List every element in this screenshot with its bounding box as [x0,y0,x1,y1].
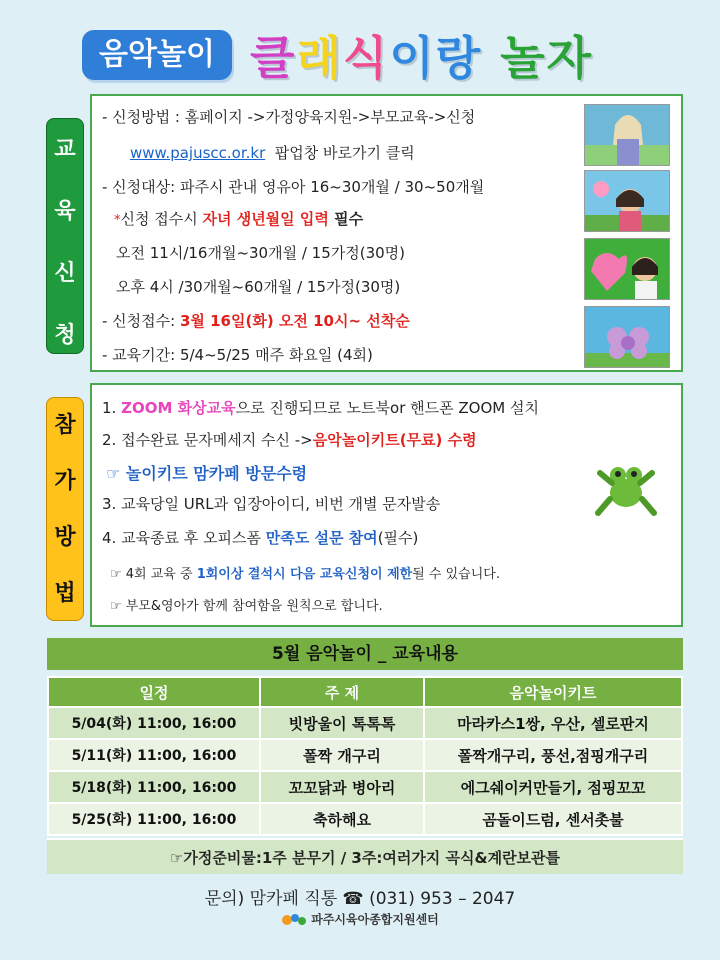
section-label-application [46,118,84,354]
edu-period: - 교육기간: 5/4~5/25 매주 화요일 (4회) [102,346,373,364]
table-row [48,739,682,771]
cell-date: 5/25(화) 11:00, 16:00 [48,803,260,835]
note-red: 자녀 생년월일 입력 [202,210,329,228]
title-main [250,22,593,88]
video-thumbnail [584,104,670,166]
url-suffix: 팝업창 바로가기 클릭 [274,144,415,162]
cell-kit: 마라카스1쌍, 우산, 셀로판지 [424,707,682,739]
receive-pre: - 신청접수: [102,312,180,330]
application-info-box [90,94,683,372]
step-4-post: (필수) [377,529,419,547]
label-char: 교 [54,137,76,162]
table-row [48,803,682,835]
step-1-pink: ZOOM 화상교육 [121,399,236,417]
title-part-4: 이랑 [389,31,483,85]
notice-absence-pre: ☞ 4회 교육 중 [110,567,197,582]
cell-kit: 에그쉐이커만들기, 점핑꼬꼬 [424,771,682,803]
label-char: 신 [54,261,76,286]
cell-kit: 폴짝개구리, 풍선,점핑개구리 [424,739,682,771]
step-1 [102,397,539,418]
title-part-5: 놀자 [482,31,594,85]
step-2b-pickup: ☞ 놀이키트 맘카페 방문수령 [106,464,308,483]
video-thumbnail [584,306,670,368]
step-2 [102,429,477,450]
section-label-participation [46,397,84,621]
note-pre: 신청 접수시 [120,210,203,228]
title-part-3: 식 [342,31,390,85]
schedule-title: 5월 음악놀이 _ 교육내용 [47,638,683,670]
participation-info-box [90,383,683,627]
cell-date: 5/04(화) 11:00, 16:00 [48,707,260,739]
cell-kit: 곰돌이드럼, 센서촛불 [424,803,682,835]
step-1-post: 으로 진행되므로 노트북or 핸드폰 ZOOM 설치 [235,399,539,417]
apply-note [114,208,363,229]
session-pm: 오후 4시 /30개월~60개월 / 15가정(30명) [116,278,401,296]
contact-info: 문의) 맘카페 직통 ☎ (031) 953 – 2047 [204,889,516,909]
title-part-1: 클 [250,31,297,85]
cell-date: 5/18(화) 11:00, 16:00 [48,771,260,803]
label-char: 참 [54,413,76,438]
step-2-red: 음악놀이키트(무료) 수령 [312,431,477,449]
table-row [48,771,682,803]
column-header: 음악놀이키트 [424,677,682,707]
step-4-pre: 4. 교육종료 후 오피스폼 [102,529,266,547]
org-footer [0,910,720,930]
apply-url-line [130,142,415,163]
home-preparation: ☞가정준비물:1주 분무기 / 3주:여러가지 곡식&계란보관틀 [47,838,683,874]
poster-title [82,22,682,92]
website-link[interactable]: www.pajuscc.or.kr [130,144,266,162]
org-logo-icon [281,910,307,930]
apply-receive [102,310,410,331]
cell-theme: 꼬꼬닭과 병아리 [260,771,424,803]
title-badge: 음악놀이 [82,30,232,80]
cell-date: 5/11(화) 11:00, 16:00 [48,739,260,771]
notice-absence-blue: 1회이상 결석시 다음 교육신청이 제한 [196,567,413,582]
cell-theme: 폴짝 개구리 [260,739,424,771]
column-header: 주 제 [260,677,424,707]
notice-absence [110,563,500,582]
table-row [48,707,682,739]
column-header: 일정 [48,677,260,707]
apply-target: - 신청대상: 파주시 관내 영유아 16~30개월 / 30~50개월 [102,178,485,196]
receive-red: 3월 16일(화) 오전 10시~ 선착순 [179,312,410,330]
org-name: 파주시육아종합지원센터 [311,912,439,927]
step-4-blue: 만족도 설문 참여 [265,529,378,547]
step-1-pre: 1. [102,399,122,417]
cell-theme: 빗방울이 톡톡톡 [260,707,424,739]
note-star: * [114,213,121,228]
step-3: 3. 교육당일 URL과 입장아이디, 비번 개별 문자발송 [102,495,441,513]
step-2-pre: 2. 접수완료 문자메세지 수신 -> [102,431,313,449]
session-am: 오전 11시/16개월~30개월 / 15가정(30명) [116,244,406,262]
apply-method: - 신청방법 : 홈페이지 ->가정양육지원->부모교육->신청 [102,108,476,126]
notice-absence-post: 될 수 있습니다. [412,567,500,582]
video-thumbnail [584,170,670,232]
label-char: 법 [54,581,76,606]
video-thumbnail [584,238,670,300]
schedule-table [47,676,683,836]
title-part-2: 래 [296,31,343,85]
cell-theme: 축하해요 [260,803,424,835]
table-header-row [48,677,682,707]
note-post: 필수 [328,210,364,228]
step-4 [102,527,418,548]
label-char: 가 [54,469,76,494]
label-char: 청 [54,323,76,348]
notice-together: ☞ 부모&영아가 함께 참여함을 원칙으로 합니다. [110,599,383,614]
frog-illustration [592,453,660,521]
label-char: 방 [54,525,76,550]
label-char: 육 [54,199,76,224]
